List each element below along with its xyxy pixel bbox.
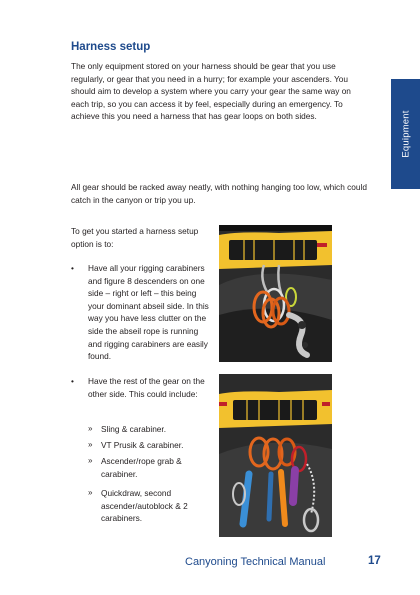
sub-list-text: Quickdraw, second ascender/autoblock & 2 carabiners. <box>101 488 188 524</box>
page-number: 17 <box>368 555 381 567</box>
section-tab <box>391 79 420 189</box>
footer-title: Canyoning Technical Manual <box>185 556 326 568</box>
bullet-marker: • <box>71 376 74 386</box>
sub-list-text: Sling & carabiner. <box>101 424 167 434</box>
paragraph-gear-storage: The only equipment stored on your harness should be gear that you use regularly, or gear that you need in a hurry; for example your ascenders. You should aim to develop a system where you carry your gear the same way on each trip, so you can access it by feel, especially during an emergency. To achieve this you need a harness that has gear loops on both sides. <box>71 61 351 122</box>
bullet-text: Have the rest of the gear on the other side. This could include: <box>88 376 205 399</box>
bullet-marker: • <box>71 263 74 273</box>
bullet-text: Have all your rigging carabiners and figure 8 descenders on one side – right or left – this being your dominant abseil side. In this way you have less clutter on the side the abseil rope is running and rigging carabiners are easily found. <box>88 263 209 362</box>
section-tab-label: Equipment <box>400 110 411 158</box>
section-heading: Harness setup <box>71 41 151 53</box>
sub-list-marker: » <box>88 456 93 465</box>
sub-list-marker: » <box>88 488 93 497</box>
sub-list-text: VT Prusik & carabiner. <box>101 440 184 450</box>
harness-rigging-side-photo <box>219 225 332 362</box>
paragraph-gear-racking: All gear should be racked away neatly, with nothing hanging too low, which could catch in the canyon or trip you up. <box>71 182 367 205</box>
sub-list-text: Ascender/rope grab & carabiner. <box>101 456 182 479</box>
harness-gear-side-photo <box>219 374 332 537</box>
sub-list-marker: » <box>88 424 93 433</box>
setup-intro: To get you started a harness setup option is to: <box>71 226 199 249</box>
sub-list-marker: » <box>88 440 93 449</box>
